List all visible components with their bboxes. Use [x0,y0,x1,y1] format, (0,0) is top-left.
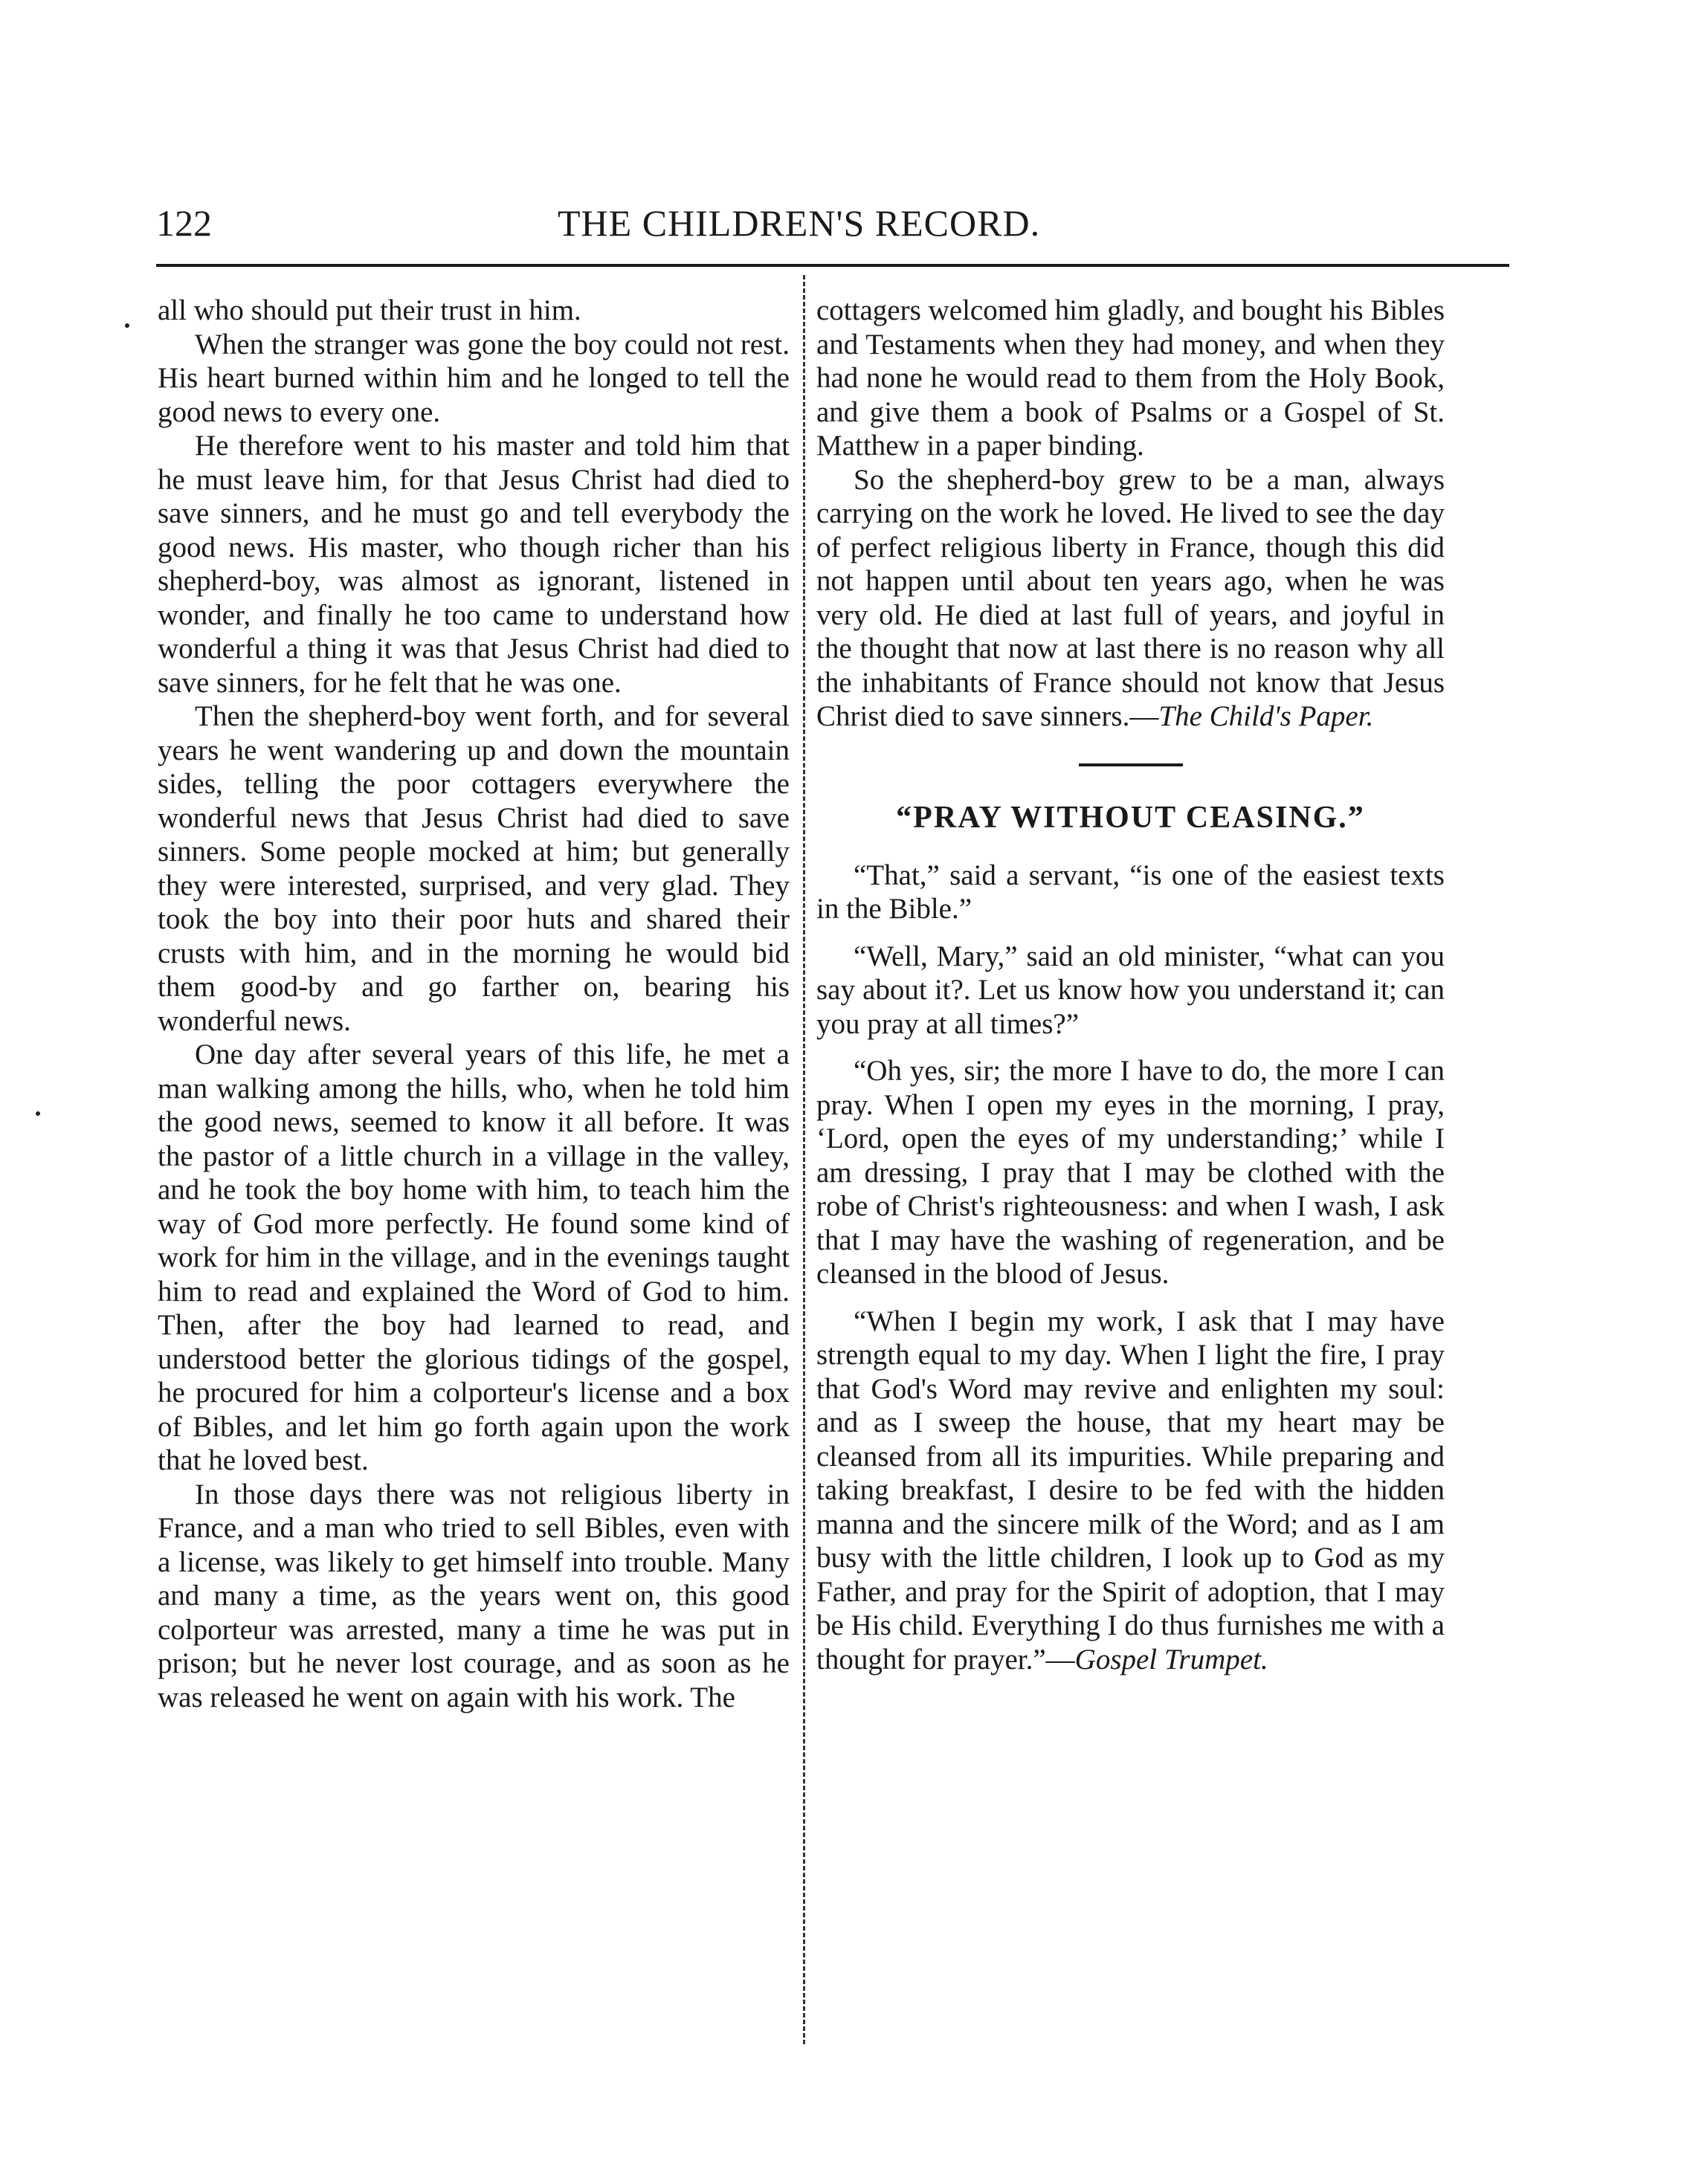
section-heading: “PRAY WITHOUT CEASING.” [896,800,1365,835]
article-paragraph: In those days there was not religious liberty in France, and a man who tried to sell Bibles, even with a license, was likely to get himself into trouble. Many and many a time, as the years went on, this good colporteur was arrested, many a time he was put in prison; but he never lost courage, and as soon as he was released he went on again with his work. The [158,1478,790,1713]
article-paragraph: “That,” said a servant, “is one of the easiest texts in the Bible.” [816,859,1445,925]
article-paragraph: He therefore went to his master and told him that he must leave him, for that Jesus Christ had died to save sinners, and he must go and tell everybody the good news. His master, who though richer than his shepherd-boy, was almost as ignorant, listened in wonder, and finally he too came to understand how wonderful a thing it was that Jesus Christ had died to save sinners, for he felt that he was one. [158,430,790,699]
article-paragraph: One day after several years of this life, he met a man walking among the hills, who, when he told him the good news, seemed to know it all before. It was the pastor of a little church in a village in the valley, and he took the boy home with him, to teach him the way of God more perfectly. He found some kind of work for him in the village, and in the evenings taught him to read and explained the Word of God to him. Then, after the boy had learned to read, and understood better the glorious tidings of the gospel, he procured for him a colporteur's license and a box of Bibles, and let him go forth again upon the work that he loved best. [158,1038,790,1476]
page-header [156,201,1509,260]
right-column [816,294,1445,1676]
article-paragraph: When the stranger was gone the boy could not rest. His heart burned within him and he longed to tell the good news to every one. [158,328,790,428]
article-paragraph [816,463,1445,734]
article-text: “When I begin my work, I ask that I may have strength equal to my day. When I light the fire, I pray that God's Word may revive and enlighten my soul: and as I sweep the house, that my heart may be cleansed from all its impurities. While preparing and taking breakfast, I desire to be fed with the hidden manna and the sincere milk of the Word; and as I am busy with the little children, I look up to God as my Father, and pray for the Spirit of adoption, that I may be His child. Everything I do thus furnishes me with a thought for prayer.”— [816,1305,1445,1676]
column-divider [803,275,805,2044]
article-paragraph [816,1305,1445,1677]
article-paragraph: “Well, Mary,” said an old minister, “what can you say about it?. Let us know how you understand it; can you pray at all times?” [816,940,1445,1040]
article-paragraph: “Oh yes, sir; the more I have to do, the more I can pray. When I open my eyes in the morning, I pray, ‘Lord, open the eyes of my understanding;’ while I am dressing, I pray that I may be clothed with the robe of Christ's righteousness: and when I wash, I ask that I may have the washing of regeneration, and be cleansed in the blood of Jesus. [816,1055,1445,1290]
page-number: 122 [156,202,212,244]
article-paragraph: all who should put their trust in him. [158,294,581,326]
section-rule [1079,763,1183,766]
article-paragraph: Then the shepherd-boy went forth, and for several years he went wandering up and down the mountain sides, telling the poor cottagers everywhere the wonderful news that Jesus Christ had died to save sinners. Some people mocked at him; but generally they were interested, surprised, and very glad. They took the boy into their poor huts and shared their crusts with him, and in the morning he would bid them good-by and go farther on, bearing his wonderful news. [158,700,790,1037]
header-rule [156,264,1509,267]
margin-speck [36,1111,40,1116]
source-citation: Gospel Trumpet. [1074,1643,1268,1676]
article-text: So the shepherd-boy grew to be a man, always carrying on the work he loved. He lived to see the day of perfect religious liberty in France, though this did not happen until about ten years ago, when he was very old. He died at last full of years, and joyful in the thought that now at last there is no reason why all the inhabitants of France should not know that Jesus Christ died to save sinners.— [816,463,1445,732]
margin-speck [125,323,129,328]
source-citation: The Child's Paper. [1158,700,1374,732]
article-paragraph: cottagers welcomed him gladly, and bought his Bibles and Testaments when they had money, and when they had none he would read to them from the Holy Book, and give them a book of Psalms or a Gospel of St. Matthew in a paper binding. [816,294,1445,462]
running-title: THE CHILDREN'S RECORD. [558,202,1041,244]
left-column [158,294,790,1714]
